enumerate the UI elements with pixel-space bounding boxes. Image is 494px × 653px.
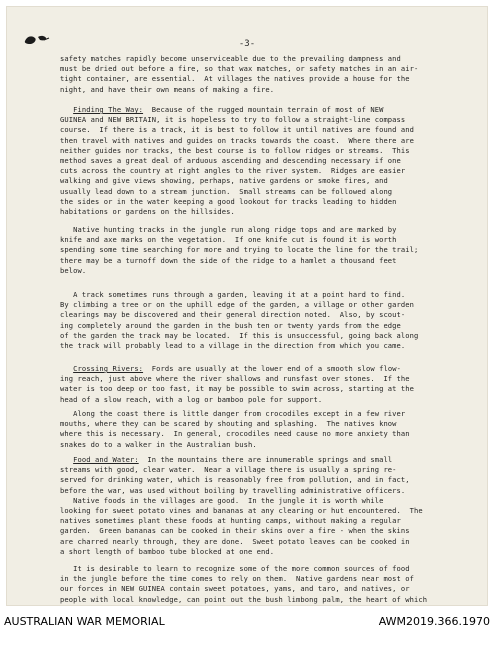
text-line: garden. Green bananas can be cooked in their skins over a fire - when the skins [60, 526, 410, 536]
text-line: neither guides nor tracks, the best course is to follow ridges or streams. This [60, 145, 410, 155]
text-line: are charred nearly through, they are done. Sweet potato leaves can be cooked in [60, 536, 410, 546]
text-line: spending some time searching for more and trying to locate the line for the trail; [60, 245, 419, 255]
text-line: Native hunting tracks in the jungle run along ridge tops and are marked by [60, 225, 397, 234]
text-line: served for drinking water, which is reasonably free from pollution, and in fact, [60, 475, 410, 485]
text-line: habitations or gardens on the hillsides. [60, 207, 235, 217]
text-line: people with local knowledge, can point out the bush limbong palm, the heart of which [60, 594, 428, 604]
archive-footer [0, 612, 494, 653]
section-heading: Food and Water: [73, 455, 139, 464]
text-line: night, and have their own means of making a fire. [60, 84, 275, 94]
document-scan [6, 6, 488, 606]
paragraph-crocodiles [60, 409, 440, 460]
text-line: Finding The Way: Because of the rugged mountain terrain of most of NEW [73, 105, 384, 114]
archive-reference: AWM2019.366.1970 [378, 615, 490, 628]
text-line: Native foods in the villages are good. In the jungle it is worth while [60, 495, 384, 505]
text-line: course. If there is a track, it is best to follow it until natives are found and [60, 125, 415, 135]
text-line: the track will probably lead to a village in the direction from which you came. [60, 341, 406, 351]
text-line: Along the coast there is little danger from crocodiles except in a few river [60, 409, 406, 418]
text-line: GUINEA and NEW BRITAIN, it is hopeless to try to follow a straight-line compass [60, 115, 406, 125]
text-line: there may be a turnoff down the side of the ridge to a hamlet a thousand feet [60, 255, 397, 265]
archive-name: AUSTRALIAN WAR MEMORIAL [4, 615, 165, 628]
text-line: then travel with natives and guides on tracks towards the coast. Where there are [60, 135, 415, 145]
paragraph-text [60, 364, 440, 405]
paragraph-garden-track [60, 290, 440, 361]
text-line: must be dried out before a fire, so that wax matches, or safety matches in an air- [60, 64, 419, 74]
section-heading: Finding The Way: [73, 105, 144, 114]
text-line: safety matches rapidly become unserviceable due to the prevailing dampness and [60, 54, 401, 63]
text-line: usually lead down to a stream junction. Small streams can be followed along [60, 186, 393, 196]
paragraph-text [60, 54, 440, 95]
paragraph-food-and-water [60, 455, 440, 567]
paragraph-crossing-rivers [60, 364, 440, 415]
text-line: natives sometimes plant these foods at hunting camps, without making a regular [60, 516, 401, 526]
text-line: before the war, was used without boiling by travelling administrative officers. [60, 485, 406, 495]
text-line: By climbing a tree or on the uphill edge of the garden, a village or other garden [60, 300, 415, 310]
paragraph-text [60, 564, 440, 605]
text-line: ing reach, just above where the river shallows and runsfast over stones. If the [60, 374, 410, 384]
text-line: It is desirable to learn to recognize some of the more common sources of food [60, 564, 410, 573]
text-line: Crossing Rivers: Fords are usually at the lower end of a smooth slow flow- [73, 364, 401, 373]
paragraph-finding-the-way [60, 105, 440, 227]
text-line: the sides or in the water keeping a good lookout for tracks leading to hidden [60, 196, 397, 206]
text-line: of the garden the track may be located. If this is unsuccessful, going back along [60, 330, 419, 340]
text-line: mouths, where they can be scared by shouting and splashing. The natives know [60, 419, 397, 429]
text-line: method saves a great deal of arduous ascending and descending necessary if one [60, 156, 401, 166]
text-line: water is too deep or too fast, it may be possible to swim across, starting at the [60, 384, 415, 394]
text-line: tight container, are essential. At villages the natives provide a house for the [60, 74, 410, 84]
paragraph-text [60, 409, 440, 450]
text-line: cuts across the country at right angles to the river system. Ridges are easier [60, 166, 406, 176]
text-line: A track sometimes runs through a garden, leaving it at a point hard to find. [60, 290, 406, 299]
paragraph-text [60, 225, 440, 276]
text-line: knife and axe marks on the vegetation. If one knife cut is found it is worth [60, 235, 397, 245]
paragraph-text [60, 290, 440, 351]
paragraph-text [60, 105, 440, 217]
text-line: looking for sweet potato vines and bananas at any clearing or hut encountered. The [60, 506, 423, 516]
text-line: Food and Water: In the mountains there are innumerable springs and small [73, 455, 393, 464]
paragraph-hunting-tracks [60, 225, 440, 286]
text-line: snakes do to a walker in the Australian bush. [60, 439, 257, 449]
text-line: ing completely around the garden in the bush ten or twenty yards from the edge [60, 320, 401, 330]
text-line: streams with good, clear water. Near a village there is usually a spring re- [60, 465, 397, 475]
text-line: where this is necessary. In general, crocodiles need cause no more anxiety than [60, 429, 410, 439]
text-line: walking and give views showing, perhaps, native gardens or smoke fires, and [60, 176, 388, 186]
paragraph-text [60, 455, 440, 557]
page-number: -3- [238, 39, 256, 49]
text-line: below. [60, 265, 87, 275]
text-line: in the jungle before the time comes to rely on them. Native gardens near most of [60, 574, 415, 584]
text-line: a short length of bamboo tube blocked at one end. [60, 546, 275, 556]
paragraph-intro [60, 54, 440, 105]
section-heading: Crossing Rivers: [73, 364, 144, 373]
text-line: clearings may be discovered and their general direction noted. Also, by scout- [60, 310, 406, 320]
text-line: our forces in NEW GUINEA contain sweet potatoes, yams, and taro, and natives, or [60, 584, 410, 594]
paragraph-jungle-food [60, 564, 440, 606]
text-line: head of a slow reach, with a log or bamboo pole for support. [60, 394, 323, 404]
